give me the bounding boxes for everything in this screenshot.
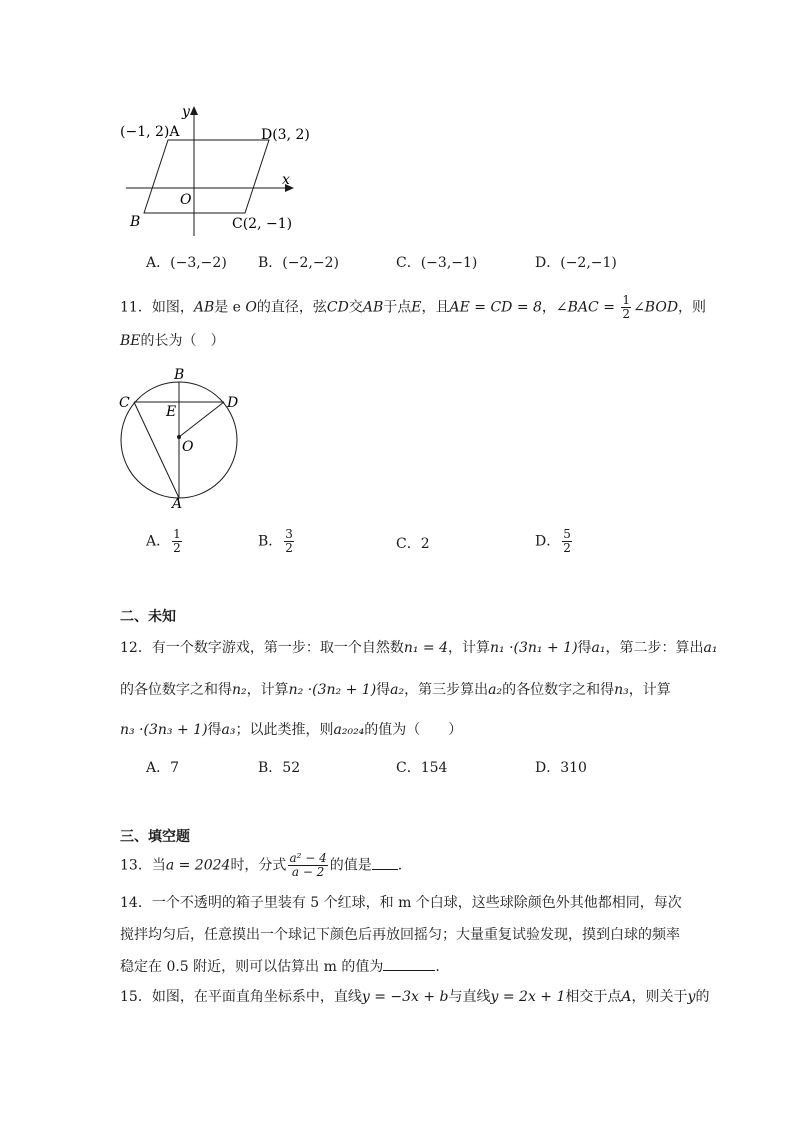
option-letter: B． [258,760,283,776]
x-axis-label: x [282,172,290,188]
point-a-label: (−1, 2)A [120,124,180,140]
q11-line2 [120,331,225,351]
q12-text: 得 [207,722,222,738]
q11-option-d[interactable] [535,528,574,555]
q12-option-b[interactable] [258,758,300,778]
q10-option-b[interactable] [258,253,339,273]
fraction-half [621,294,631,321]
q12-text: 的各位数字之和得 [120,682,232,698]
option-letter: D． [535,533,561,550]
fraction-denominator: 2 [563,541,571,555]
option-text: 310 [560,760,587,776]
equation-ae-cd: AE = CD = 8 [449,299,542,316]
q12-text: 的值为（ ） [364,722,463,738]
option-letter: C． [396,255,421,271]
option-text: (−2,−1) [560,255,617,271]
option-letter: A． [146,533,171,550]
fraction-numerator: a² − 4 [289,851,327,865]
point-b-label: B [130,214,141,230]
q12-text: ；以此类推，则 [235,722,334,738]
q14-line2: 搅拌均匀后，任意摸出一个球记下颜色后再放回摇匀；大量重复试验发现，摸到白球的频率 [120,927,680,943]
option-text: 7 [170,760,180,776]
option-letter: D． [535,760,561,776]
segment-be: BE [120,333,141,349]
q10-option-d[interactable] [535,253,617,273]
q13-text: . [397,857,403,874]
q14-line3 [120,956,440,977]
math: y = −3x + b [361,989,449,1005]
q15-text: 相交于点 [565,989,622,1005]
q11-text: ，则 [678,299,707,316]
q14-text: 稳定在 0.5 附近，则可以估算出 m 的值为 [120,959,384,975]
point-d-label: D(3, 2) [261,127,310,143]
q13-text: 13．当 [120,857,166,874]
math: n₂ [232,682,247,698]
point-b-label: B [174,367,185,383]
y-axis-arrow [190,106,198,115]
q10-option-a[interactable] [146,253,227,273]
q12-text: ，第二步：算出 [605,640,704,656]
q12-text: ，计算 [246,682,289,698]
option-fraction [562,528,572,555]
fraction-denominator: a − 2 [291,865,325,879]
fraction-numerator: 5 [563,527,571,541]
q12-text: 得 [577,640,592,656]
math: a₃ [221,722,236,738]
q15-text: ，则关于 [631,989,688,1005]
q13-line [120,852,402,879]
math: y = 2x + 1 [490,989,566,1005]
option-letter: C． [396,760,421,776]
circle-o: O [245,299,257,316]
math: a₂₀₂₄ [333,722,365,738]
math: a = 2024 [165,857,231,874]
q12-option-a[interactable] [146,758,179,778]
math: n₃ ·(3n₃ + 1) [120,722,208,738]
option-text: (−2,−2) [282,255,339,271]
option-letter: B． [258,255,283,271]
segment-ab: AB [193,299,215,316]
q11-text: ，且 [421,299,450,316]
point-e: E [411,299,422,316]
q10-option-c[interactable] [396,253,477,273]
fraction-numerator: 3 [285,527,293,541]
q12-text: ，第三步算出 [404,682,489,698]
q12-option-c[interactable] [396,758,447,778]
option-fraction [284,528,294,555]
q13-text: 时，分式 [230,857,287,874]
fraction-denominator: 2 [622,307,631,321]
option-text: 2 [420,536,430,552]
point-c-label: C [119,395,130,411]
q12-line1 [120,638,717,658]
option-letter: D． [535,255,561,271]
math: a₁ [703,640,718,656]
q11-text: 交 [348,299,363,316]
q11-text: ，∠ [541,299,568,316]
fraction-numerator: 1 [173,527,181,541]
math: n₃ [614,682,629,698]
center-dot [177,435,181,439]
q11-text: 的直径，弦 [256,299,327,316]
section-heading-fill-in: 三、填空题 [120,829,190,845]
fraction-denominator: 2 [285,541,293,555]
option-text: (−3,−2) [170,255,227,271]
q12-line2 [120,680,671,700]
q11-line1 [120,294,706,321]
q14-line1: 14．一个不透明的箱子里装有 5 个红球，和 m 个白球，这些球除颜色外其他都相同，每次 [120,895,682,911]
circle-figure [110,362,250,512]
section-heading-unknown: 二、未知 [120,609,176,625]
option-letter: B． [258,533,283,550]
option-letter: C． [396,536,421,552]
q12-text: 得 [376,682,391,698]
option-text: 52 [282,760,301,776]
chord-cd: CD [326,299,349,316]
math: a₂ [488,682,503,698]
angle-bod: ∠BOD [633,299,679,316]
option-letter: A． [146,255,171,271]
q11-option-b[interactable] [258,528,296,555]
q13-text: 的值是 [329,857,372,874]
option-letter: A． [146,760,171,776]
q11-text: 于点 [383,299,412,316]
point-d-label: D [227,395,239,411]
q12-text: 12．有一个数字游戏，第一步：取一个自然数 [120,640,404,656]
segment-ab: AB [362,299,384,316]
q15-text: 15．如图，在平面直角坐标系中，直线 [120,989,362,1005]
q15-text: 与直线 [448,989,491,1005]
option-text: 154 [420,760,448,776]
q15-line1 [120,987,709,1007]
q12-text: 的各位数字之和得 [502,682,615,698]
math: n₁ = 4 [403,640,448,656]
math: A [621,989,632,1005]
math: n₁ ·(3n₁ + 1) [490,640,578,656]
q14-text: . [435,959,440,975]
q12-text: ，计算 [448,640,490,656]
segment-od [179,402,224,437]
point-o-label: O [182,439,194,455]
q12-option-d[interactable] [535,758,587,778]
point-c-label: C(2, −1) [232,216,293,232]
q11-option-c[interactable] [396,534,430,554]
q12-line3 [120,720,462,740]
q11-text: 的长为（ ） [140,333,225,349]
coordinate-figure [110,100,310,240]
origin-label: O [180,192,192,208]
point-e-label: E [166,404,177,420]
answer-blank[interactable] [372,855,398,870]
q11-text: 是 e [214,299,246,316]
fraction-denominator: 2 [173,541,181,555]
fraction-expression [288,852,327,879]
option-text: (−3,−1) [420,255,478,271]
q15-text: 的 [695,989,710,1005]
parallelogram-abcd [144,140,269,213]
math: y [687,989,696,1005]
q11-prefix: 11．如图， [120,299,194,316]
angle-bac: BAC [567,299,599,316]
q12-text: ，计算 [628,682,671,698]
math: a₁ [591,640,606,656]
q11-text: = [598,299,620,316]
point-a-label: A [172,496,183,512]
fraction-numerator: 1 [622,293,631,307]
math: n₂ ·(3n₂ + 1) [288,682,377,698]
math: a₂ [390,682,405,698]
q11-option-a[interactable] [146,528,184,555]
answer-blank[interactable] [383,956,435,971]
y-axis-label: y [182,104,190,120]
option-fraction [172,528,182,555]
